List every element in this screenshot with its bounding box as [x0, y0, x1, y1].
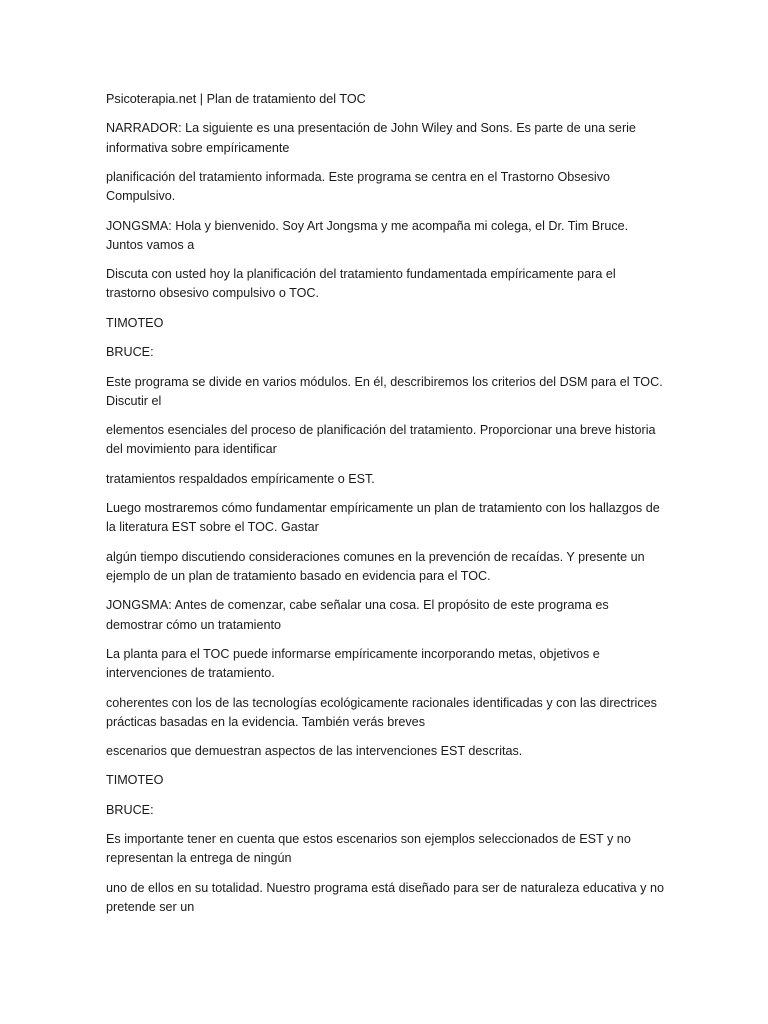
speaker-label: TIMOTEO: [106, 315, 164, 330]
paragraph: La planta para el TOC puede informarse empíricamente incorporando metas, objetivos e intervenciones de tratamiento.: [106, 646, 600, 681]
paragraph: Es importante tener en cuenta que estos escenarios son ejemplos seleccionados de EST y no representan la entrega de ningún: [106, 832, 631, 866]
speaker-label: BRUCE:: [106, 345, 154, 360]
paragraph: Luego mostraremos cómo fundamentar empíricamente un plan de tratamiento con los hallazgos de la literatura EST sobre el TOC. Gastar: [106, 501, 660, 535]
document-body: [106, 90, 666, 927]
paragraph: JONGSMA: Antes de comenzar, cabe señalar una cosa. El propósito de este programa es demostrar cómo un tratamiento: [106, 598, 609, 632]
paragraph: Este programa se divide en varios módulos. En él, describiremos los criterios del DSM para el TOC. Discutir el: [106, 374, 663, 408]
paragraph: JONGSMA: Hola y bienvenido. Soy Art Jongsma y me acompaña mi colega, el Dr. Tim Bruce. Juntos vamos a: [106, 218, 629, 252]
paragraph: escenarios que demuestran aspectos de las intervenciones EST descritas.: [106, 744, 523, 759]
speaker-label: TIMOTEO: [106, 773, 164, 788]
speaker-label: BRUCE:: [106, 802, 154, 817]
document-title: Psicoterapia.net | Plan de tratamiento del TOC: [106, 92, 366, 106]
paragraph: uno de ellos en su totalidad. Nuestro programa está diseñado para ser de naturaleza educativa y no pretende ser un: [106, 880, 664, 915]
paragraph: elementos esenciales del proceso de planificación del tratamiento. Proporcionar una breve historia del movimiento para identificar: [106, 423, 656, 457]
paragraph: tratamientos respaldados empíricamente o EST.: [106, 471, 375, 486]
paragraph: Discuta con usted hoy la planificación del tratamiento fundamentada empíricamente para el trastorno obsesivo compulsivo o TOC.: [106, 267, 616, 301]
paragraph: coherentes con los de las tecnologías ecológicamente racionales identificadas y con las directrices prácticas basadas en la evidencia. También verás breves: [106, 695, 657, 729]
paragraph: NARRADOR: La siguiente es una presentación de John Wiley and Sons. Es parte de una serie informativa sobre empíricamente: [106, 121, 636, 155]
paragraph: algún tiempo discutiendo consideraciones comunes en la prevención de recaídas. Y presente un ejemplo de un plan de tratamiento basado en evidencia para el TOC.: [106, 549, 645, 583]
paragraph: planificación del tratamiento informada. Este programa se centra en el Trastorno Obsesivo Compulsivo.: [106, 169, 611, 204]
